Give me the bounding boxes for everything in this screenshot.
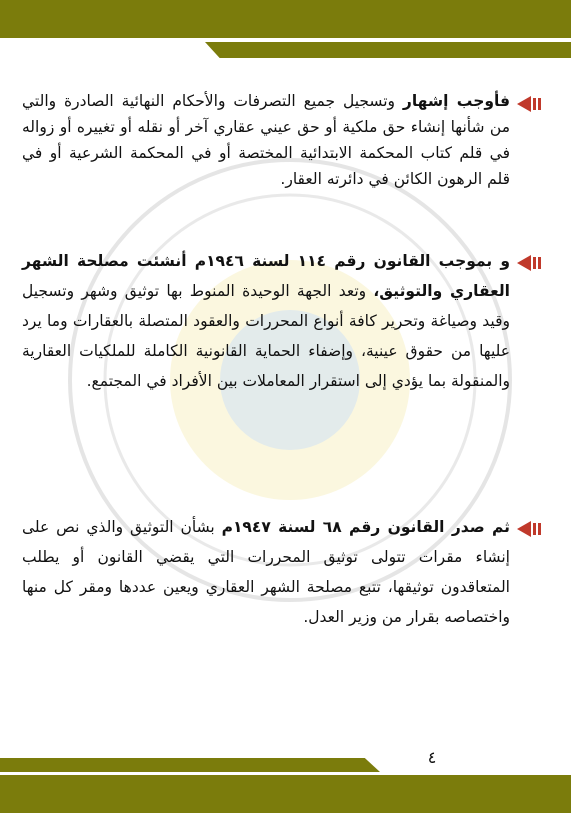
paragraph-1-lead: فأوجب إشهار [402, 92, 510, 110]
arrow-bullet-icon [515, 254, 545, 272]
paragraph-1-text: وتسجيل جميع التصرفات والأحكام النهائية الصادرة والتي من شأنها إنشاء حق ملكية أو حق عيني عقاري آخر أو نقله أو تغييره أو زواله في قلم كتاب المحكمة الابتدائية المختصة أو في المحكمة الشرعية أو في قلم الرهون الكائن في دائرته العقار. [22, 92, 510, 188]
arrow-bullet-icon [515, 95, 545, 113]
paragraph-3-text: بشأن التوثيق والذي نص على إنشاء مقرات تتولى توثيق المحررات التي يقضي القانون أو يطلب المتعاقدون توثيقها، تتبع مصلحة الشهر العقاري ويعين عددها ومقر كل منها واختصاصه بقرار من وزير العدل. [22, 518, 510, 626]
footer-bar [0, 775, 571, 813]
paragraph-3-lead: ثم صدر القانون رقم ٦٨ لسنة ١٩٤٧م [221, 518, 510, 536]
paragraph-2-lead: و بموجب القانون رقم ١١٤ لسنة ١٩٤٦م أنشئت مصلحة الشهر العقاري والتوثيق، [22, 252, 510, 300]
paragraph-1 [22, 88, 510, 192]
paragraph-3 [22, 512, 510, 632]
header-bar [0, 0, 571, 38]
arrow-bullet-icon [515, 520, 545, 538]
paragraph-2 [22, 246, 510, 396]
paragraph-2-text: وتعد الجهة الوحيدة المنوط بها توثيق وشهر وتسجيل وقيد وصياغة وتحرير كافة أنواع المحررات والعقود المتصلة بالعقارات وما يرد عليها من حقوق عينية، وإضفاء الحماية القانونية الكاملة للملكيات العقارية والمنقولة بما يؤدي إلى استقرار المعاملات بين الأفراد في المجتمع. [22, 282, 510, 390]
page-number: ٤ [427, 748, 437, 767]
footer-stripe [0, 758, 380, 772]
header-stripe [205, 42, 571, 58]
